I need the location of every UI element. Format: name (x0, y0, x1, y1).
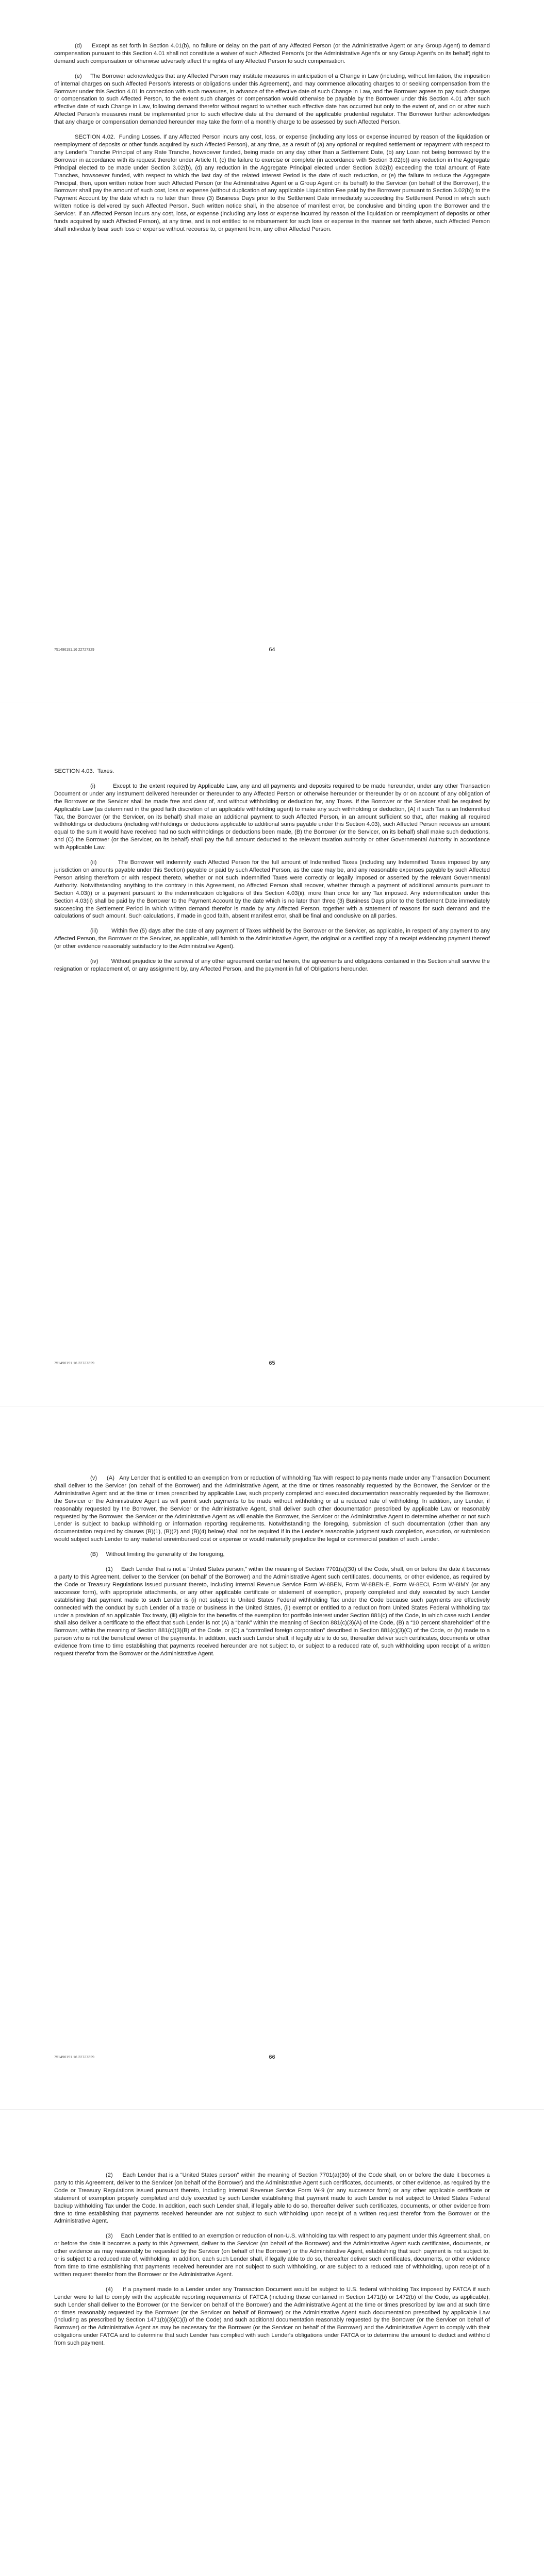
paragraph-4-03-ii: (ii) The Borrower will indemnify each Affected Person for the full amount of Indemnified Taxes (including any Indemnified Taxes imposed by any jurisdiction on amounts payable under this Section) payable or paid by such Affected Person, as the case may be, and any reasonable expenses payable by such Affected Person arising therefrom or with respect thereto, whether or not such Indemnified Taxes were correctly or legally imposed or asserted by the relevant Governmental Authority. Notwithstanding anything to the contrary in this Agreement, no Affected Person shall recover, whether through a payment of additional amounts pursuant to Section 4.03(i) or a payment pursuant to the indemnification obligations of this Section 4.03(ii), more than once for any Tax imposed. Any indemnification under this Section 4.03(ii) shall be paid by the Borrower to the Payment Account by the date which is no later than three (3) Business Days prior to the Settlement Date immediately succeeding the Settlement Period in which written demand therefor is made by any Affected Person, together with a statement of reasons for such demand and the calculations of such amount. Such calculations, if made in good faith, absent manifest error, shall be final and conclusive on all parties. (54, 859, 490, 920)
page-number: 65 (269, 1360, 275, 1366)
document-page-65 (0, 703, 544, 1406)
paragraph-4-01-d: (d) Except as set forth in Section 4.01(b), no failure or delay on the part of any Affected Person (or the Administrative Agent or any Group Agent) to demand compensation pursuant to this Section 4.01 shall not constitute a waiver of such Affected Person's (or the Administrative Agent's or any Group Agent's on its behalf) right to demand such compensation or otherwise adversely affect the rights of any Affected Person to such compensation. (54, 43, 490, 64)
page-67-content (54, 2172, 490, 2354)
section-4-03-heading: SECTION 4.03. Taxes. (54, 768, 114, 774)
page-number: 66 (269, 2054, 275, 2060)
page-66-content (54, 1475, 490, 1665)
paragraph-4-03-v-b: (B) Without limiting the generality of the foregoing, (90, 1551, 225, 1558)
document-page-66 (0, 1406, 544, 2110)
page-64-content (54, 42, 490, 241)
paragraph-4-03-v-b-1: (1) Each Lender that is not a “United States person,” within the meaning of Section 7701(a)(30) of the Code, shall, on or before the date it becomes a party to this Agreement, deliver to the Servicer (on behalf of the Borrower) and the Administrative Agent such certificates, documents, or other evidence, as required by the Code or Treasury Regulations issued pursuant thereto, including Internal Revenue Service Form W-8BEN, Form W-8BEN-E, Form W-8ECI, Form W-8IMY (or any successor form), with appropriate attachments, or any other applicable certificate or statement of exemption, properly completed and duly executed by such Lender establishing that payment made to such Lender is (i) not subject to United States Federal withholding Tax under the Code because such payments are effectively connected with the conduct by such Lender of a trade or business in the United States, (ii) exempt or entitled to a reduction from United States Federal withholding tax under a provision of an applicable Tax treaty, (iii) eligible for the benefits of the exemption for portfolio interest under Section 881(c) of the Code, in which case such Lender shall also deliver a certificate to the effect that such Lender is not (A) a “bank” within the meaning of Section 881(c)(3)(A) of the Code, (B) a “10 percent shareholder” of the Borrower, within the meaning of Section 881(c)(3)(B) of the Code, or (C) a “controlled foreign corporation” described in Section 881(c)(3)(C) of the Code, or (iv) made to a person who is not the beneficial owner of the payments. In addition, each such Lender shall, if legally able to do so, thereafter deliver such certificates, documents or other evidence from time to time establishing that payments received hereunder are not subject to, or subject to a reduced rate of, such withholding upon receipt of a written request therefor from the Borrower or the Administrative Agent. (54, 1566, 490, 1657)
paragraph-4-03-v-b-2: (2) Each Lender that is a “United States person” within the meaning of Section 7701(a)(30) of the Code shall, on or before the date it becomes a party to this Agreement, deliver to the Servicer (on behalf of the Borrower) and the Administrative Agent such certificates, documents, or other evidence, as required by the Code or Treasury Regulations issued pursuant thereto, including Internal Revenue Service Form W-9 (or any successor form) or any other applicable certificate or statement of exemption properly completed and duly executed by such Lender establishing that payment made to such Lender is not subject to United States Federal backup withholding Tax under the Code. In addition, each such Lender shall, if legally able to do so, thereafter deliver such certificates, documents, or other evidence from time to time establishing that payments received hereunder are not subject to such withholding upon receipt of a written request therefor from the Borrower or the Administrative Agent. (54, 2172, 490, 2225)
document-id: 751496191.16 22727329 (54, 648, 94, 652)
document-id: 751496191.16 22727329 (54, 2056, 94, 2059)
page-65-content (54, 768, 490, 980)
section-4-02-funding-losses: SECTION 4.02. Funding Losses. If any Affected Person incurs any cost, loss, or expense (including any loss or expense incurred by reason of the liquidation or reemployment of deposits or other funds acquired by such Affected Person), at any time, as a result of (a) any optional or required settlement or repayment with respect to any Lender's Tranche Principal of any Rate Tranche, howsoever funded, being made on any day other than a Settlement Date, (b) any Loan not being borrowed by the Borrower in accordance with its request therefor under Article II, (c) the failure to exercise or complete (in accordance with Section 3.02(b)) any reduction in the Aggregate Principal elected to be made under Section 3.02(b), (d) any reduction in the Aggregate Principal elected under Section 3.02(b) exceeding the total amount of Rate Tranches, howsoever funded, with respect to which the last day of the related Interest Period is the date of such reduction, or (e) the failure to reduce the Aggregate Principal, then, upon written notice from such Affected Person (or the Administrative Agent or a Group Agent on its behalf) to the Servicer (on behalf of the Borrower), the Borrower shall pay the amount of such cost, loss or expense (without duplication of any applicable Liquidation Fee paid by the Borrower pursuant to Section 3.02(b)) to the Payment Account by the date which is no later than three (3) Business Days prior to the Settlement Date immediately succeeding the Settlement Period in which such written notice is delivered by such Affected Person. Such written notice shall, in the absence of manifest error, be conclusive and binding upon the Borrower and the Servicer. If an Affected Person incurs any cost, loss, or expense (including any loss or expense incurred by reason of the liquidation or reemployment of deposits or other funds acquired by such Affected Person), at any time, and is not entitled to reimbursement for such loss or expense in the manner set forth above, such Affected Person shall individually bear such loss or expense without recourse to, or payment from, any other Affected Person. (54, 134, 490, 232)
document-page-64 (0, 0, 544, 703)
paragraph-4-03-v-b-4: (4) If a payment made to a Lender under any Transaction Document would be subject to U.S. federal withholding Tax imposed by FATCA if such Lender were to fail to comply with the applicable reporting requirements of FATCA (including those contained in Section 1471(b) or 1472(b) of the Code, as applicable), such Lender shall deliver to the Borrower (or the Servicer on behalf of the Borrower) and the Administrative Agent at the time or times prescribed by law and at such time or times reasonably requested by the Borrower (or the Servicer on behalf of Borrower) or the Administrative Agent such documentation prescribed by applicable Law (including as prescribed by Section 1471(b)(3)(C)(i) of the Code) and such additional documentation reasonably requested by the Borrower (or the Servicer on behalf of Borrower) or the Administrative Agent as may be necessary for the Borrower (or the Servicer on behalf of the Borrower) and the Administrative Agent to comply with their obligations under FATCA and to determine that such Lender has complied with such Lender's obligations under FATCA or to determine the amount to deduct and withhold from such payment. (54, 2286, 490, 2347)
document-page-67 (0, 2110, 544, 2576)
page-number: 64 (269, 647, 275, 653)
document-id: 751496191.16 22727329 (54, 1362, 94, 1365)
paragraph-4-03-i: (i) Except to the extent required by Applicable Law, any and all payments and deposits required to be made hereunder, under any other Transaction Document or under any instrument delivered hereunder or thereunder to any Affected Person or otherwise hereunder or thereunder by or on account of any obligation of the Borrower or the Servicer shall be made free and clear of, and without withholding or deduction for, any Taxes. If the Borrower or the Servicer shall be required by Applicable Law (as determined in the good faith discretion of an applicable withholding agent) to make any such withholding or deduction, (A) if such Tax is an Indemnified Tax, the Borrower (or the Servicer, on its behalf) shall make an additional payment to such Affected Person, in an amount sufficient so that, after making all required withholdings or deductions (including withholdings or deductions applicable to additional sums payable under this Section 4.03), such Affected Person receives an amount equal to the sum it would have received had no such withholdings or deductions been made, (B) the Borrower (or the Servicer, on its behalf) shall make such deductions, and (C) the Borrower (or the Servicer, on its behalf) shall pay the full amount deducted to the relevant taxation authority or other Governmental Authority in accordance with Applicable Law. (54, 783, 490, 851)
paragraph-4-03-iii: (iii) Within five (5) days after the date of any payment of Taxes withheld by the Borrower or the Servicer, as applicable, in respect of any payment to any Affected Person, the Borrower or the Servicer, as applicable, will furnish to the Administrative Agent, the original or a certified copy of a receipt evidencing payment thereof (or other evidence reasonably satisfactory to the Administrative Agent). (54, 928, 490, 950)
paragraph-4-03-v-a: (v) (A) Any Lender that is entitled to an exemption from or reduction of withholding Tax with respect to payments made under any Transaction Document shall deliver to the Servicer (on behalf of the Borrower) and the Administrative Agent, at the time or times reasonably requested by the Borrower, the Servicer or the Administrative Agent and at the time or times prescribed by applicable Law, such properly completed and executed documentation reasonably requested by the Borrower, the Servicer or the Administrative Agent as will permit such payments to be made without withholding or at a reduced rate of withholding. In addition, any Lender, if reasonably requested by the Borrower, the Servicer or the Administrative Agent, shall deliver such other documentation prescribed by applicable Law or reasonably requested by the Borrower, the Servicer or the Administrative Agent as will enable the Borrower, the Servicer or the Administrative Agent to determine whether or not such Lender is subject to backup withholding or information reporting requirements. Notwithstanding the foregoing, submission of such documentation (other than any documentation required by clauses (B)(1), (B)(2) and (B)(4) below) shall not be required if in the Lender's reasonable judgment such completion, execution, or submission would subject such Lender to any material unreimbursed cost or expense or would materially prejudice the legal or commercial position of such Lender. (54, 1475, 490, 1543)
paragraph-4-01-e: (e) The Borrower acknowledges that any Affected Person may institute measures in anticipation of a Change in Law (including, without limitation, the imposition of internal charges on such Affected Person's interests or obligations under this Agreement), and may commence allocating charges to or seeking compensation from the Borrower under this Section 4.01 in connection with such measures, in advance of the effective date of such Change in Law, and the Borrower agrees to pay such charges or compensation to such Affected Person, to the extent such charges or compensation would otherwise be payable by the Borrower under this Section 4.01 after such effective date of such Change in Law, following demand therefor without regard to whether such effective date has occurred but only to the extent of, and on or after such Affected Person's measures must be implemented prior to such effective date at the demand of the applicable prudential regulator. The Borrower further acknowledges that any charge or compensation demanded hereunder may take the form of a monthly charge to be assessed by such Affected Person. (54, 73, 490, 126)
paragraph-4-03-v-b-3: (3) Each Lender that is entitled to an exemption or reduction of non-U.S. withholding tax with respect to any payment under this Agreement shall, on or before the date it becomes a party to this Agreement, deliver to the Servicer (on behalf of the Borrower) and the Administrative Agent such certificates, documents, or other evidence as may reasonably be requested by the Servicer (on behalf of the Borrower) or the Administrative Agent, establishing that such payment is not subject to, or is subject to a reduced rate of, withholding. In addition, each such Lender shall, if legally able to do so, thereafter deliver such certificates, documents, or other evidence from time to time establishing that payments received hereunder are not subject to such withholding, or are subject to a reduced rate of withholding, upon receipt of a written request therefor from the Borrower or the Administrative Agent. (54, 2233, 490, 2278)
paragraph-4-03-iv: (iv) Without prejudice to the survival of any other agreement contained herein, the agreements and obligations contained in this Section shall survive the resignation or replacement of, or any assignment by, any Affected Person, and the payment in full of Obligations hereunder. (54, 958, 490, 972)
